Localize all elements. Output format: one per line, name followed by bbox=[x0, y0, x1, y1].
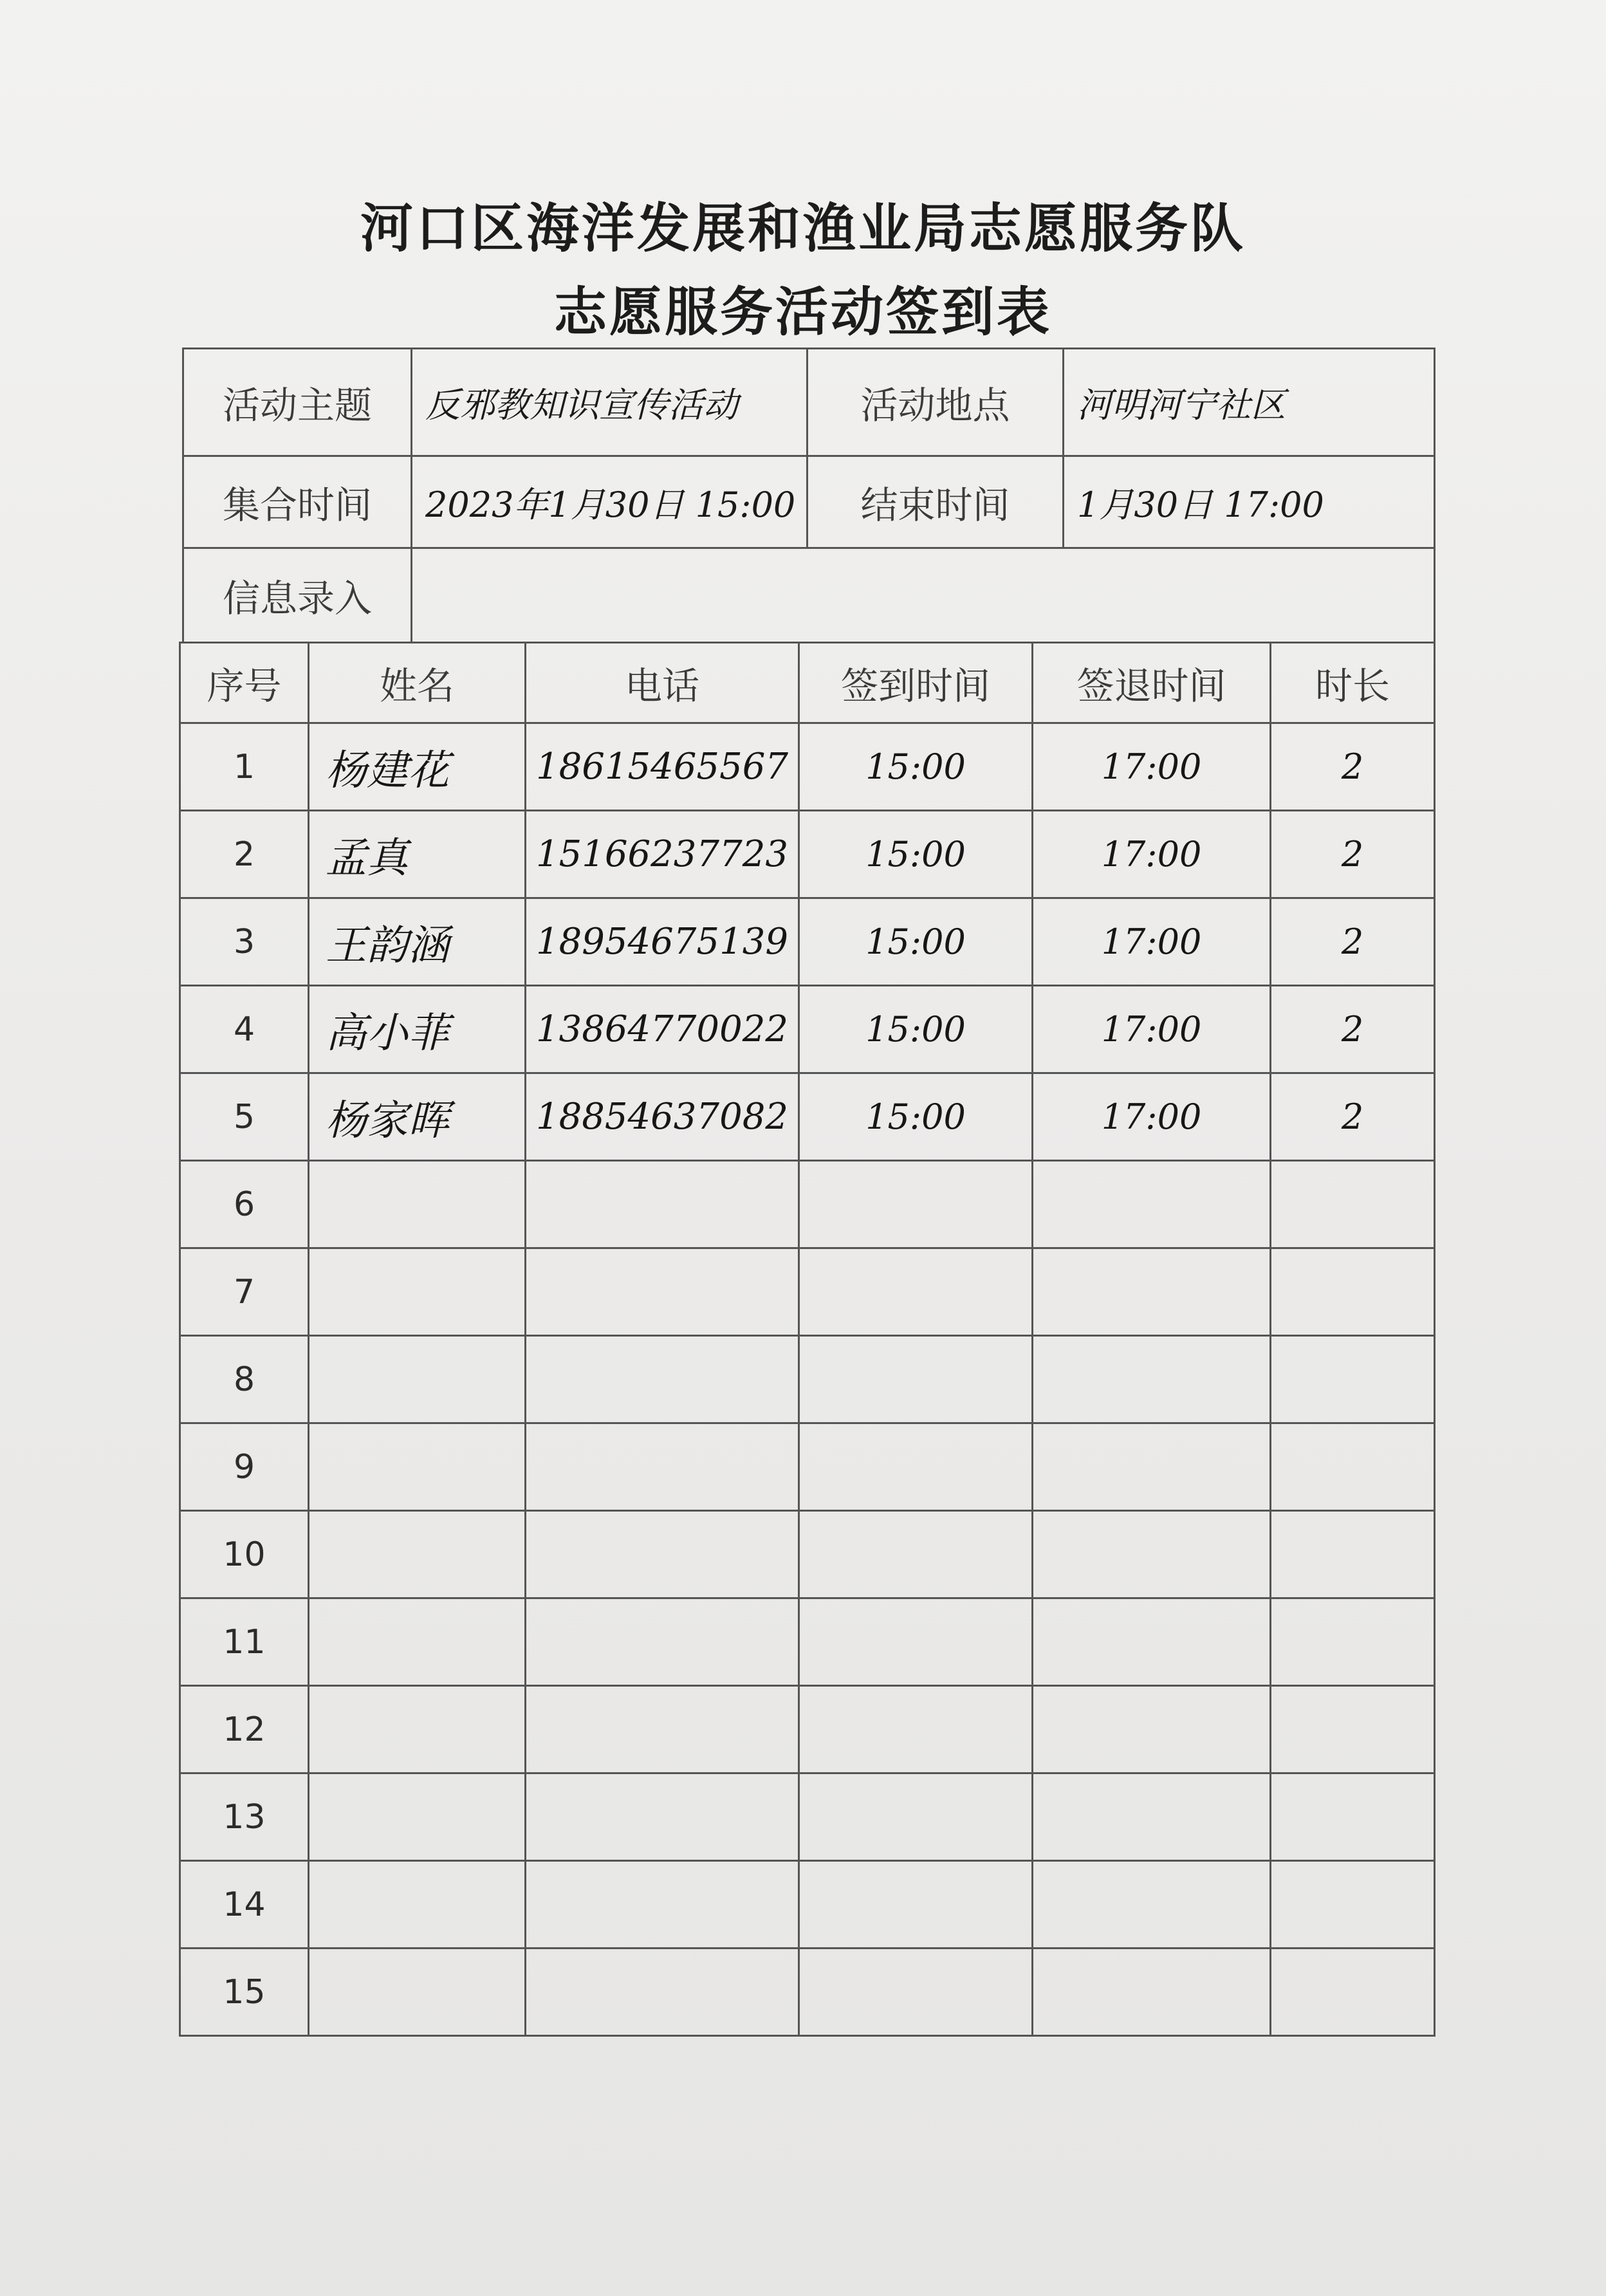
duration-hours bbox=[1271, 1773, 1435, 1861]
gather-time-label: 集合时间 bbox=[183, 456, 412, 548]
end-time-value: 1月30日 17:00 bbox=[1064, 456, 1435, 548]
signin-time: 15:00 bbox=[799, 723, 1033, 811]
table-row bbox=[180, 1336, 1435, 1423]
signin-time bbox=[799, 1161, 1033, 1248]
duration-hours: 2 bbox=[1271, 1073, 1435, 1161]
signin-time bbox=[799, 1949, 1033, 2036]
volunteer-phone bbox=[526, 1511, 799, 1598]
table-row bbox=[180, 986, 1435, 1073]
row-number: 11 bbox=[180, 1598, 309, 1686]
volunteer-phone bbox=[526, 1598, 799, 1686]
signout-time bbox=[1033, 1511, 1271, 1598]
volunteer-phone bbox=[526, 1949, 799, 2036]
volunteer-name: 高小菲 bbox=[309, 986, 526, 1073]
volunteer-phone bbox=[526, 1861, 799, 1949]
signin-time bbox=[799, 1598, 1033, 1686]
row-number: 4 bbox=[180, 986, 309, 1073]
signin-time bbox=[799, 1861, 1033, 1949]
volunteer-name bbox=[309, 1949, 526, 2036]
table-row bbox=[180, 1511, 1435, 1598]
volunteer-phone bbox=[526, 1773, 799, 1861]
info-entry-row bbox=[183, 548, 1435, 643]
time-row bbox=[183, 456, 1435, 548]
signout-time: 17:00 bbox=[1033, 811, 1271, 898]
signin-roster-table bbox=[179, 642, 1435, 2037]
row-number: 15 bbox=[180, 1949, 309, 2036]
duration-hours: 2 bbox=[1271, 898, 1435, 986]
col-header-duration: 时长 bbox=[1271, 643, 1435, 723]
signout-time: 17:00 bbox=[1033, 723, 1271, 811]
roster-header-row bbox=[180, 643, 1435, 723]
theme-row bbox=[183, 349, 1435, 456]
volunteer-phone bbox=[526, 1161, 799, 1248]
signout-time: 17:00 bbox=[1033, 1073, 1271, 1161]
row-number: 3 bbox=[180, 898, 309, 986]
row-number: 5 bbox=[180, 1073, 309, 1161]
volunteer-name bbox=[309, 1248, 526, 1336]
volunteer-name bbox=[309, 1511, 526, 1598]
gather-time-value: 2023年1月30日 15:00 bbox=[412, 456, 808, 548]
volunteer-name: 杨家晖 bbox=[309, 1073, 526, 1161]
signin-time: 15:00 bbox=[799, 986, 1033, 1073]
table-row bbox=[180, 1773, 1435, 1861]
signout-time bbox=[1033, 1248, 1271, 1336]
table-row bbox=[180, 811, 1435, 898]
volunteer-name: 王韵涵 bbox=[309, 898, 526, 986]
volunteer-phone: 18615465567 bbox=[526, 723, 799, 811]
signin-time: 15:00 bbox=[799, 898, 1033, 986]
theme-label: 活动主题 bbox=[183, 349, 412, 456]
table-row bbox=[180, 1861, 1435, 1949]
signin-time: 15:00 bbox=[799, 811, 1033, 898]
row-number: 9 bbox=[180, 1423, 309, 1511]
location-label: 活动地点 bbox=[808, 349, 1064, 456]
signout-time bbox=[1033, 1423, 1271, 1511]
signin-time: 15:00 bbox=[799, 1073, 1033, 1161]
duration-hours: 2 bbox=[1271, 811, 1435, 898]
duration-hours bbox=[1271, 1423, 1435, 1511]
volunteer-name bbox=[309, 1336, 526, 1423]
duration-hours: 2 bbox=[1271, 723, 1435, 811]
row-number: 13 bbox=[180, 1773, 309, 1861]
signin-time bbox=[799, 1336, 1033, 1423]
info-entry-value bbox=[412, 548, 1435, 643]
signout-time: 17:00 bbox=[1033, 898, 1271, 986]
volunteer-name bbox=[309, 1161, 526, 1248]
duration-hours: 2 bbox=[1271, 986, 1435, 1073]
row-number: 8 bbox=[180, 1336, 309, 1423]
table-row bbox=[180, 1598, 1435, 1686]
signin-time bbox=[799, 1773, 1033, 1861]
table-row bbox=[180, 1686, 1435, 1773]
col-header-phone: 电话 bbox=[526, 643, 799, 723]
row-number: 10 bbox=[180, 1511, 309, 1598]
table-row bbox=[180, 1949, 1435, 2036]
duration-hours bbox=[1271, 1161, 1435, 1248]
row-number: 1 bbox=[180, 723, 309, 811]
volunteer-phone: 15166237723 bbox=[526, 811, 799, 898]
info-entry-label: 信息录入 bbox=[183, 548, 412, 643]
volunteer-phone: 18954675139 bbox=[526, 898, 799, 986]
volunteer-name bbox=[309, 1861, 526, 1949]
signout-time bbox=[1033, 1686, 1271, 1773]
theme-value: 反邪教知识宣传活动 bbox=[412, 349, 808, 456]
table-row bbox=[180, 1248, 1435, 1336]
signout-time bbox=[1033, 1949, 1271, 2036]
activity-info-table bbox=[182, 347, 1435, 643]
duration-hours bbox=[1271, 1861, 1435, 1949]
signout-time bbox=[1033, 1336, 1271, 1423]
duration-hours bbox=[1271, 1511, 1435, 1598]
signin-time bbox=[799, 1686, 1033, 1773]
volunteer-phone bbox=[526, 1248, 799, 1336]
volunteer-name bbox=[309, 1686, 526, 1773]
duration-hours bbox=[1271, 1686, 1435, 1773]
volunteer-name: 杨建花 bbox=[309, 723, 526, 811]
volunteer-phone bbox=[526, 1336, 799, 1423]
col-header-name: 姓名 bbox=[309, 643, 526, 723]
duration-hours bbox=[1271, 1598, 1435, 1686]
end-time-label: 结束时间 bbox=[808, 456, 1064, 548]
col-header-signin-time: 签到时间 bbox=[799, 643, 1033, 723]
signout-time: 17:00 bbox=[1033, 986, 1271, 1073]
location-value: 河明河宁社区 bbox=[1064, 349, 1435, 456]
volunteer-phone bbox=[526, 1423, 799, 1511]
volunteer-name bbox=[309, 1773, 526, 1861]
volunteer-phone: 13864770022 bbox=[526, 986, 799, 1073]
col-header-signout-time: 签退时间 bbox=[1033, 643, 1271, 723]
signout-time bbox=[1033, 1161, 1271, 1248]
signout-time bbox=[1033, 1773, 1271, 1861]
row-number: 2 bbox=[180, 811, 309, 898]
duration-hours bbox=[1271, 1949, 1435, 2036]
row-number: 6 bbox=[180, 1161, 309, 1248]
signout-time bbox=[1033, 1598, 1271, 1686]
table-row bbox=[180, 723, 1435, 811]
volunteer-name: 孟真 bbox=[309, 811, 526, 898]
row-number: 7 bbox=[180, 1248, 309, 1336]
signin-time bbox=[799, 1511, 1033, 1598]
col-header-no: 序号 bbox=[180, 643, 309, 723]
signout-time bbox=[1033, 1861, 1271, 1949]
signin-time bbox=[799, 1248, 1033, 1336]
duration-hours bbox=[1271, 1336, 1435, 1423]
volunteer-name bbox=[309, 1423, 526, 1511]
form-title: 河口区海洋发展和渔业局志愿服务队 bbox=[360, 198, 1246, 259]
table-row bbox=[180, 1423, 1435, 1511]
form-subtitle: 志愿服务活动签到表 bbox=[553, 281, 1052, 343]
volunteer-phone: 18854637082 bbox=[526, 1073, 799, 1161]
row-number: 12 bbox=[180, 1686, 309, 1773]
table-row bbox=[180, 898, 1435, 986]
row-number: 14 bbox=[180, 1861, 309, 1949]
signin-time bbox=[799, 1423, 1033, 1511]
duration-hours bbox=[1271, 1248, 1435, 1336]
volunteer-phone bbox=[526, 1686, 799, 1773]
table-row bbox=[180, 1161, 1435, 1248]
volunteer-name bbox=[309, 1598, 526, 1686]
table-row bbox=[180, 1073, 1435, 1161]
